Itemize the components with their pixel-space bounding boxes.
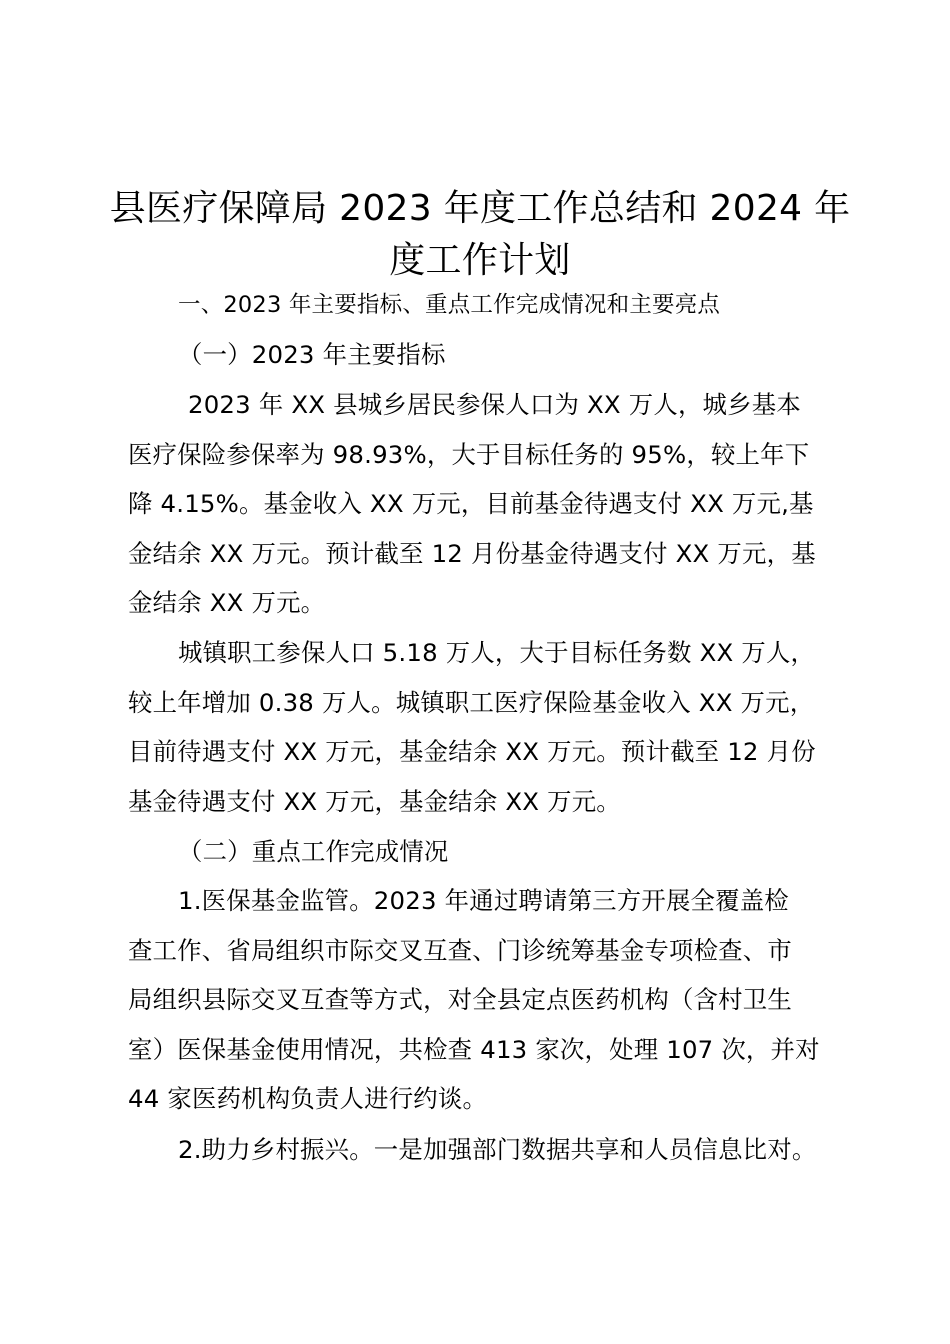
paragraph-line: 城镇职工参保人口 5.18 万人，大于目标任务数 XX 万人， — [178, 638, 816, 667]
section-heading — [128, 281, 850, 331]
title-line: 度工作计划 — [389, 240, 571, 281]
paragraph-line: 2.助力乡村振兴。一是加强部门数据共享和人员信息比对。 — [178, 1135, 817, 1164]
subsection-heading — [128, 827, 850, 877]
paragraph — [128, 876, 850, 1124]
document-title — [100, 183, 860, 287]
subsection-heading-text: （二）重点工作完成情况 — [178, 837, 449, 866]
paragraph-line: 查工作、省局组织市际交叉互查、门诊统筹基金专项检查、市 — [128, 935, 792, 965]
subsection-heading-text: （一）2023 年主要指标 — [178, 340, 446, 369]
paragraph — [128, 628, 850, 826]
paragraph-line: 局组织县际交叉互查等方式，对全县定点医药机构（含村卫生 — [128, 985, 792, 1015]
paragraph-line: 基金待遇支付 XX 万元，基金结余 XX 万元。 — [128, 786, 621, 816]
paragraph-line: 医疗保险参保率为 98.93%，大于目标任务的 95%，较上年下 — [128, 439, 810, 469]
paragraph — [128, 380, 850, 628]
section-heading-text: 一、2023 年主要指标、重点工作完成情况和主要亮点 — [178, 292, 721, 318]
subsection-heading — [128, 330, 850, 380]
paragraph-line: 44 家医药机构负责人进行约谈。 — [128, 1084, 488, 1114]
paragraph-line: 2023 年 XX 县城乡居民参保人口为 XX 万人，城乡基本 — [188, 390, 801, 419]
paragraph-line: 降 4.15%。基金收入 XX 万元，目前基金待遇支付 XX 万元,基 — [128, 489, 814, 519]
paragraph-line: 金结余 XX 万元。预计截至 12 月份基金待遇支付 XX 万元，基 — [128, 538, 816, 568]
paragraph — [128, 1125, 850, 1175]
paragraph-line: 金结余 XX 万元。 — [128, 588, 326, 618]
title-line: 县医疗保障局 2023 年度工作总结和 2024 年 — [109, 188, 851, 229]
paragraph-line: 1.医保基金监管。2023 年通过聘请第三方开展全覆盖检 — [178, 886, 789, 915]
paragraph-line: 较上年增加 0.38 万人。城镇职工医疗保险基金收入 XX 万元， — [128, 687, 815, 717]
paragraph-line: 目前待遇支付 XX 万元，基金结余 XX 万元。预计截至 12 月份 — [128, 737, 816, 767]
paragraph-line: 室）医保基金使用情况，共检查 413 家次，处理 107 次，并对 — [128, 1034, 820, 1064]
